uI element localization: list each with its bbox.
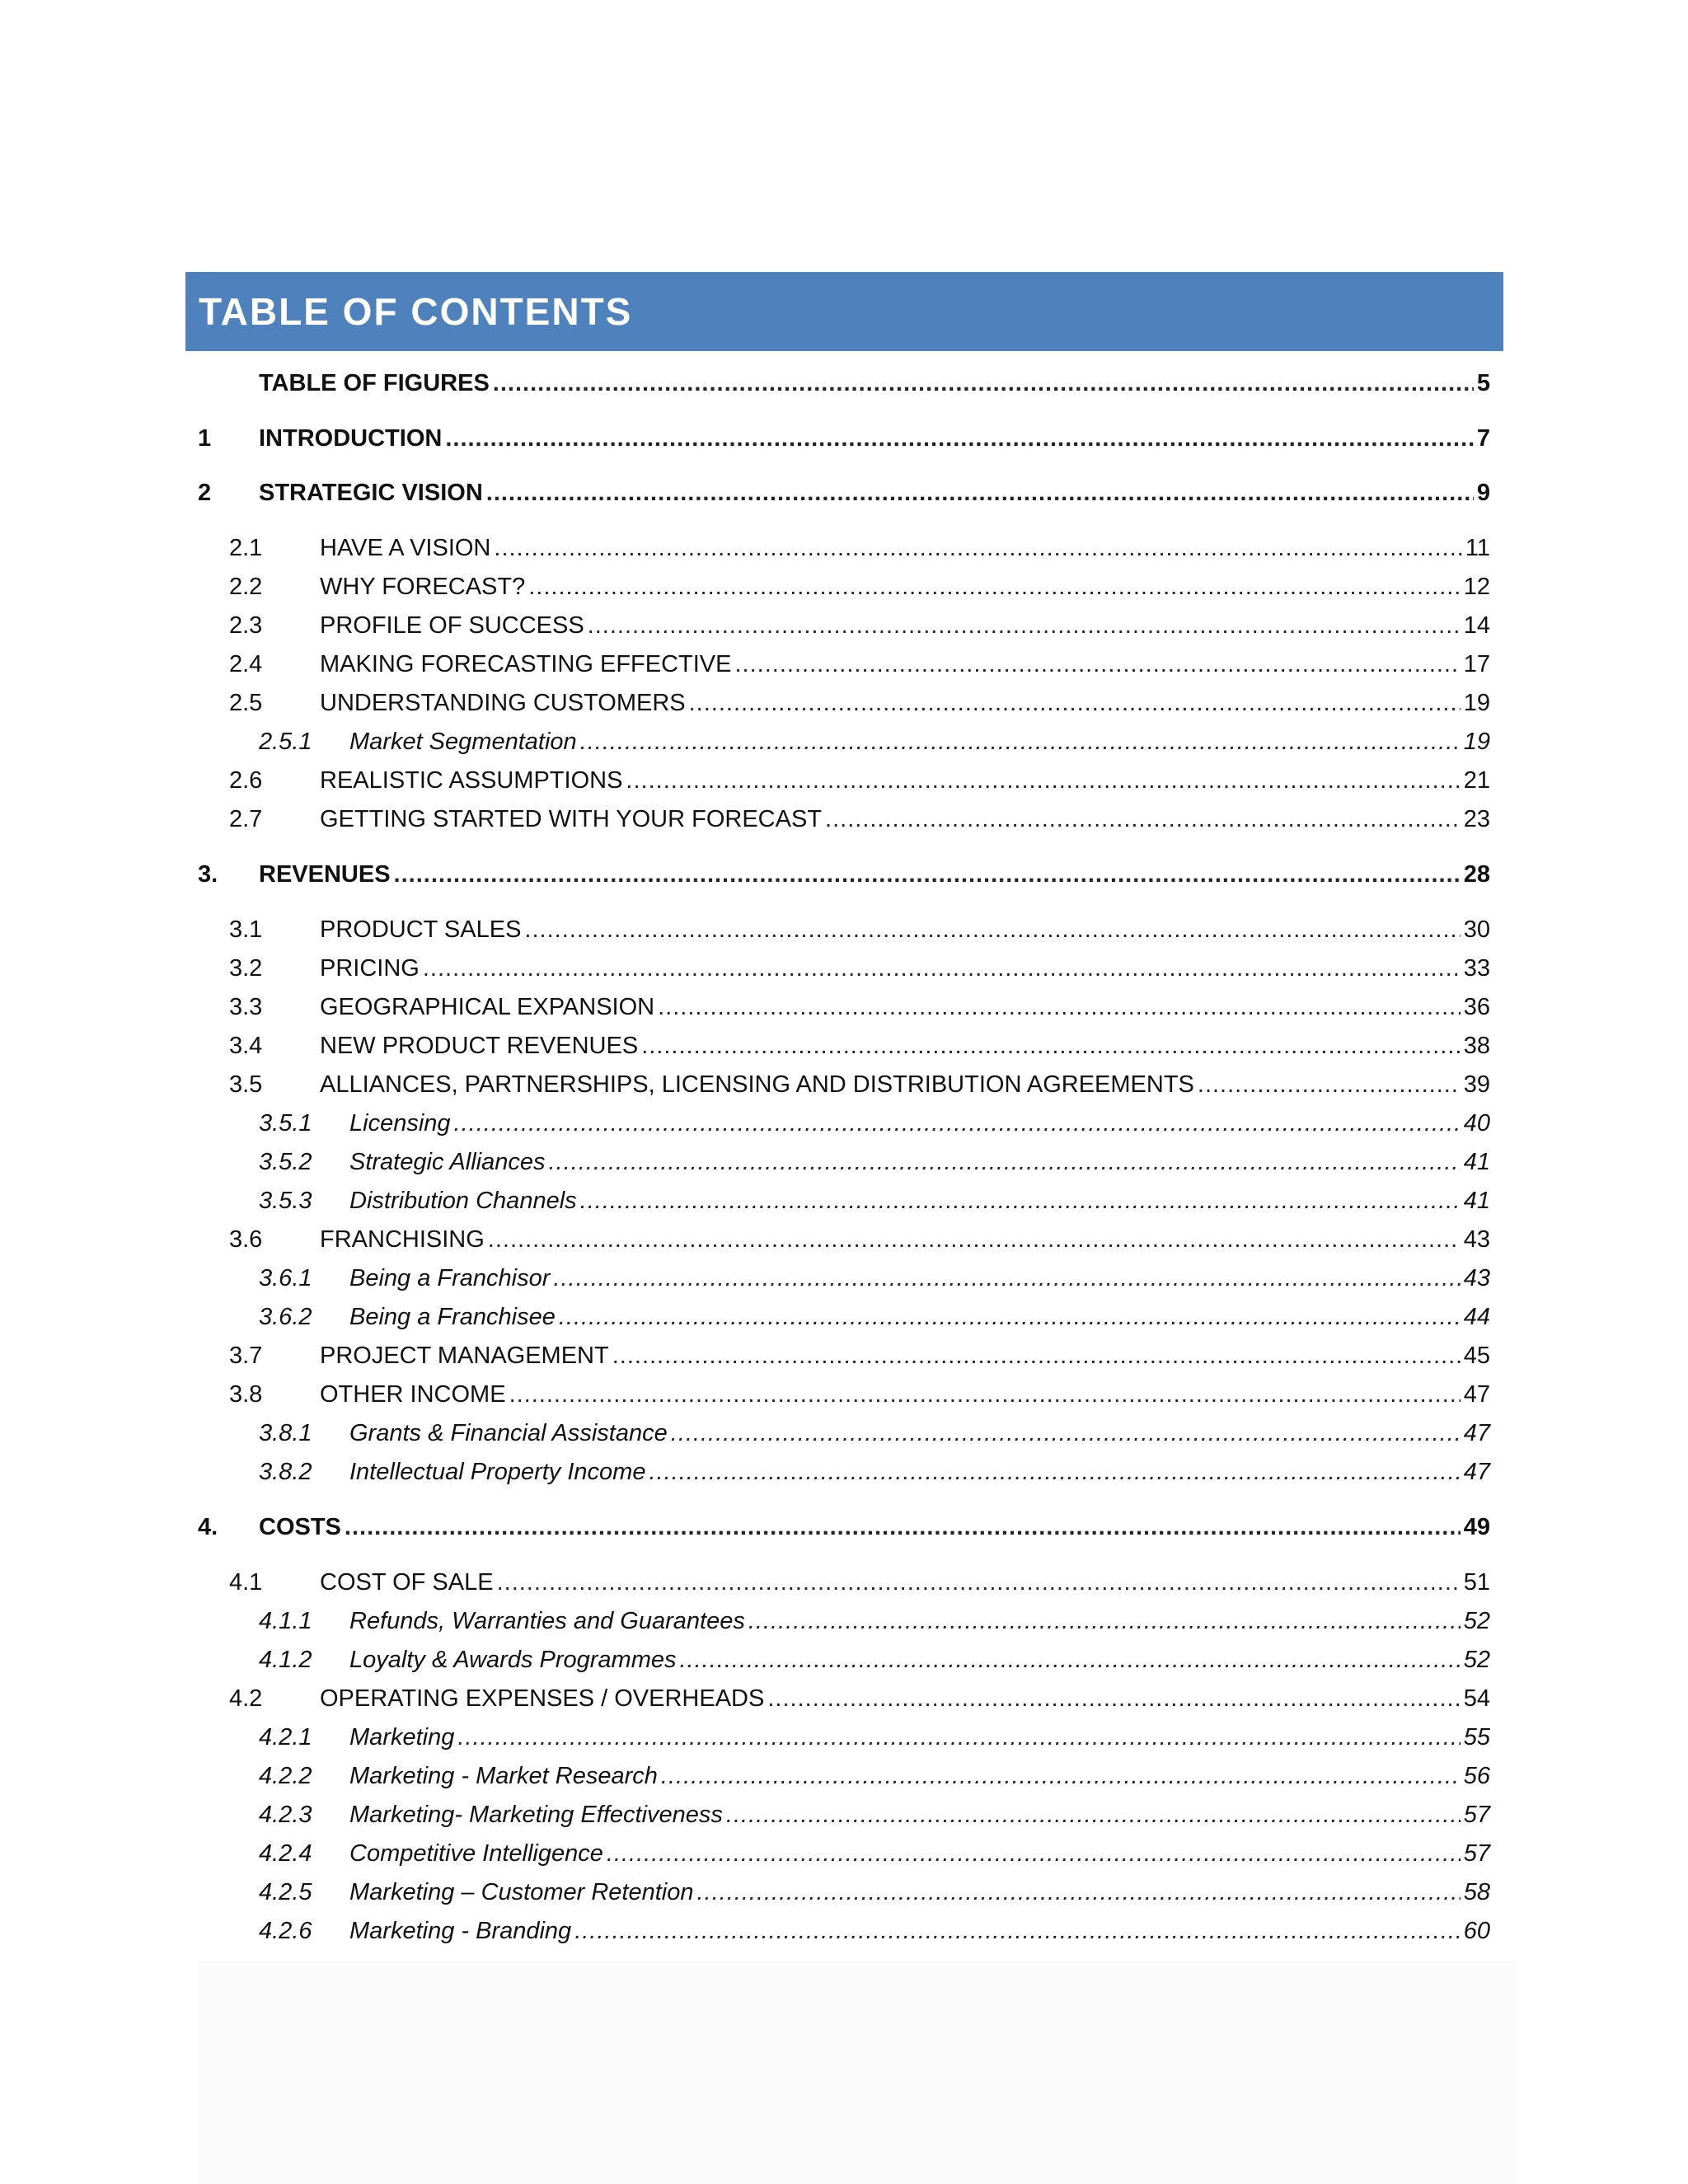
toc-entry-number: 4.2.6 [259,1918,312,1944]
toc-entry[interactable] [198,1912,1490,1951]
toc-entry-label: GEOGRAPHICAL EXPANSION [320,994,655,1020]
toc-entry-number: 2.6 [229,767,263,794]
toc-entry-page-number: 57 [1463,1802,1490,1828]
toc-entry-number: 4.2.1 [259,1724,312,1750]
toc-dot-leader [486,474,1474,513]
toc-entry-page-number: 19 [1463,729,1490,755]
toc-entry-label: NEW PRODUCT REVENUES [320,1033,639,1059]
toc-header-bar [185,272,1503,351]
toc-entry-label: Intellectual Property Income [349,1459,646,1485]
toc-entry-page-number: 5 [1476,370,1490,396]
toc-dot-leader [493,364,1474,403]
toc-entry[interactable] [198,1337,1490,1376]
toc-entry-page-number: 51 [1463,1569,1490,1596]
toc-entry-page-number: 14 [1463,612,1490,639]
toc-entry-label: FRANCHISING [320,1226,485,1253]
toc-entry-number: 3.8 [229,1381,263,1408]
toc-entry[interactable] [198,911,1490,949]
toc-entry-label: COSTS [259,1514,341,1540]
toc-entry-number: 3.6.2 [259,1304,312,1330]
toc-dot-leader [548,1143,1460,1182]
toc-dot-leader [553,1259,1460,1298]
toc-dot-leader [696,1873,1460,1912]
toc-entry-number: 4.1.1 [259,1608,312,1634]
toc-entry-number: 3.4 [229,1033,263,1059]
toc-dot-leader [1198,1066,1461,1104]
toc-entry[interactable] [198,1298,1490,1337]
toc-entry-page-number: 49 [1463,1514,1490,1540]
toc-entry-label: GETTING STARTED WITH YOUR FORECAST [320,806,823,832]
toc-entry[interactable] [198,1835,1490,1873]
toc-entry-page-number: 28 [1463,861,1490,888]
toc-entry-page-number: 43 [1463,1226,1490,1253]
toc-entry-page-number: 23 [1463,806,1490,832]
toc-entry-number: 2.3 [229,612,263,639]
toc-dot-leader [580,723,1461,762]
toc-dot-leader [735,645,1461,684]
toc-dot-leader [588,607,1461,645]
toc-entry-page-number: 55 [1463,1724,1490,1750]
toc-entry-label: MAKING FORECASTING EFFECTIVE [320,651,732,677]
toc-dot-leader [559,1298,1461,1337]
toc-dot-leader [679,1641,1460,1680]
toc-entry-label: OTHER INCOME [320,1381,506,1408]
toc-entry[interactable] [198,1873,1490,1912]
toc-dot-leader [494,529,1462,568]
toc-dot-leader [641,1027,1461,1066]
toc-entry-label: Marketing- Marketing Effectiveness [349,1802,723,1828]
toc-entry-label: OPERATING EXPENSES / OVERHEADS [320,1685,765,1712]
toc-entry-number: 3.6 [229,1226,263,1253]
toc-dot-leader [574,1912,1461,1951]
toc-entry-number: 2.4 [229,651,263,677]
toc-entry-page-number: 41 [1463,1149,1490,1175]
toc-entry-number: 2.1 [229,535,263,561]
toc-dot-leader [607,1835,1461,1873]
toc-entry-page-number: 17 [1463,651,1490,677]
toc-entry[interactable] [198,723,1490,762]
toc-dot-leader [528,568,1461,607]
toc-entry-page-number: 47 [1463,1381,1490,1408]
toc-entry[interactable] [198,645,1490,684]
toc-entry-label: Marketing - Branding [349,1918,572,1944]
toc-entry-page-number: 43 [1463,1265,1490,1291]
toc-entry-page-number: 19 [1463,690,1490,716]
toc-entry-page-number: 11 [1465,535,1490,561]
toc-entry-number: 1 [198,425,212,452]
toc-entry-page-number: 52 [1463,1608,1490,1634]
toc-entry[interactable] [198,988,1490,1027]
page-title: TABLE OF CONTENTS [199,290,633,333]
toc-entry-number: 3.8.2 [259,1459,312,1485]
toc-entry-number: 3.8.1 [259,1420,312,1446]
toc-entry-number: 2.5 [229,690,263,716]
toc-entry-number: 3.5.3 [259,1188,312,1214]
toc-entry-number: 4.1 [229,1569,263,1596]
toc-entry-page-number: 60 [1463,1918,1490,1944]
toc-entry-label: INTRODUCTION [259,425,443,452]
toc-entry-number: 3.7 [229,1343,263,1369]
toc-entry-number: 2.2 [229,574,263,600]
toc-dot-leader [626,762,1460,800]
toc-dot-leader [454,1104,1461,1143]
toc-entry-number: 3.5.2 [259,1149,312,1175]
toc-entry[interactable] [198,1602,1490,1641]
toc-dot-leader [671,1414,1461,1453]
toc-entry-number: 4.2.3 [259,1802,312,1828]
toc-entry-number: 2.5.1 [259,729,312,755]
toc-dot-leader [612,1337,1461,1376]
toc-entry-page-number: 38 [1463,1033,1490,1059]
toc-entry-number: 3. [198,861,218,888]
toc-entry[interactable] [198,1221,1490,1259]
toc-dot-leader [524,911,1460,949]
toc-entry-page-number: 9 [1476,480,1490,506]
toc-entry-label: Refunds, Warranties and Guarantees [349,1608,745,1634]
toc-entry-page-number: 41 [1463,1188,1490,1214]
toc-entry-label: ALLIANCES, PARTNERSHIPS, LICENSING AND DISTRIBUTION AGREEMENTS [320,1071,1194,1098]
toc-entry[interactable] [198,1027,1490,1066]
toc-entry-label: Loyalty & Awards Programmes [349,1647,677,1673]
toc-entry[interactable] [198,1066,1490,1104]
toc-entry-page-number: 40 [1463,1110,1490,1137]
toc-dot-leader [689,684,1461,723]
toc-entry-page-number: 54 [1463,1685,1490,1712]
toc-entry[interactable] [198,1182,1490,1221]
toc-entry-label: Competitive Intelligence [349,1840,603,1867]
toc-entry-page-number: 56 [1463,1763,1490,1789]
toc-entry[interactable] [198,1563,1490,1602]
toc-dot-leader [497,1563,1461,1602]
toc-dot-leader [457,1718,1460,1757]
toc-entry[interactable] [198,1680,1490,1718]
toc-entry-page-number: 52 [1463,1647,1490,1673]
toc-entry[interactable] [198,1796,1490,1835]
toc-entry[interactable] [198,1641,1490,1680]
toc-entry-number: 3.2 [229,955,263,982]
toc-entry-label: Marketing - Market Research [349,1763,658,1789]
toc-dot-leader [580,1182,1461,1221]
toc-entry-number: 2 [198,480,212,506]
toc-entry[interactable] [198,684,1490,723]
toc-entry-label: REVENUES [259,861,391,888]
toc-entry-number: 3.6.1 [259,1265,312,1291]
toc-entry-number: 4.2.4 [259,1840,312,1867]
toc-dot-leader [488,1221,1461,1259]
toc-entry-page-number: 33 [1463,955,1490,982]
toc-entry-number: 3.5.1 [259,1110,312,1137]
toc-entry-page-number: 7 [1476,425,1490,452]
toc-entry-number: 3.3 [229,994,263,1020]
toc-entry[interactable] [198,855,1490,894]
toc-dot-leader [649,1453,1460,1492]
toc-entry-label: Distribution Channels [349,1188,577,1214]
toc-entry-label: HAVE A VISION [320,535,491,561]
toc-dot-leader [658,988,1461,1027]
toc-entry[interactable] [198,1718,1490,1757]
toc-entry-page-number: 21 [1463,767,1490,794]
toc-entry-label: Licensing [349,1110,451,1137]
toc-entry-page-number: 57 [1463,1840,1490,1867]
toc-entry-number: 4.2.2 [259,1763,312,1789]
toc-entry-page-number: 12 [1463,574,1490,600]
toc-entry[interactable] [198,568,1490,607]
toc-entry-page-number: 47 [1463,1459,1490,1485]
toc-entry-page-number: 36 [1463,994,1490,1020]
toc-entry[interactable] [198,607,1490,645]
toc-entry-label: PRICING [320,955,420,982]
toc-entry[interactable] [198,419,1490,458]
toc-entry-number: 4. [198,1514,218,1540]
toc-dot-leader [445,419,1474,458]
toc-entry-label: STRATEGIC VISION [259,480,483,506]
toc-entry[interactable] [198,1143,1490,1182]
toc-entry-label: Marketing – Customer Retention [349,1879,694,1905]
toc-entry[interactable] [198,1104,1490,1143]
toc-entry-label: WHY FORECAST? [320,574,526,600]
toc-entry[interactable] [198,1259,1490,1298]
toc-dot-leader [726,1796,1461,1835]
toc-entry-number: 3.1 [229,916,263,943]
toc-entry[interactable] [198,1757,1490,1796]
toc-entry-number: 4.2 [229,1685,263,1712]
toc-entry-number: 4.2.5 [259,1879,312,1905]
toc-entry-label: Being a Franchisee [349,1304,556,1330]
toc-entry-label: Strategic Alliances [349,1149,546,1175]
toc-entry[interactable] [198,800,1490,839]
toc-entry[interactable] [198,474,1490,513]
toc-entry-page-number: 30 [1463,916,1490,943]
toc-entry-number: 2.7 [229,806,263,832]
toc-entry[interactable] [198,1508,1490,1547]
toc-entry-label: Marketing [349,1724,455,1750]
toc-entry[interactable] [198,364,1490,403]
toc-entry-label: PROFILE OF SUCCESS [320,612,584,639]
toc-dot-leader [825,800,1461,839]
toc-dot-leader [345,1508,1461,1547]
toc-entry[interactable] [198,1453,1490,1492]
toc-entry-number: 3.5 [229,1071,263,1098]
toc-entry-page-number: 47 [1463,1420,1490,1446]
page-shade [198,1961,1517,2184]
toc-entry-label: Being a Franchisor [349,1265,551,1291]
toc-entry-number: 4.1.2 [259,1647,312,1673]
toc-entry-label: COST OF SALE [320,1569,494,1596]
toc-entry-label: PRODUCT SALES [320,916,522,943]
toc-entry-page-number: 58 [1463,1879,1490,1905]
toc-entry-page-number: 45 [1463,1343,1490,1369]
toc-entry-label: PROJECT MANAGEMENT [320,1343,609,1369]
toc-dot-leader [423,949,1461,988]
toc-entry[interactable] [198,762,1490,800]
toc-entry[interactable] [198,529,1490,568]
toc-entry[interactable] [198,1414,1490,1453]
toc-entry-page-number: 44 [1463,1304,1490,1330]
toc-entry-label: UNDERSTANDING CUSTOMERS [320,690,686,716]
toc-entry-label: Market Segmentation [349,729,577,755]
toc-dot-leader [394,855,1461,894]
toc-entry[interactable] [198,949,1490,988]
toc-entry[interactable] [198,1376,1490,1414]
toc-dot-leader [767,1680,1460,1718]
toc-dot-leader [661,1757,1461,1796]
toc-entry-label: TABLE OF FIGURES [259,370,490,396]
toc-entry-label: REALISTIC ASSUMPTIONS [320,767,623,794]
toc-dot-leader [509,1376,1461,1414]
toc-dot-leader [748,1602,1461,1641]
toc-entry-page-number: 39 [1463,1071,1490,1098]
toc-entry-label: Grants & Financial Assistance [349,1420,668,1446]
